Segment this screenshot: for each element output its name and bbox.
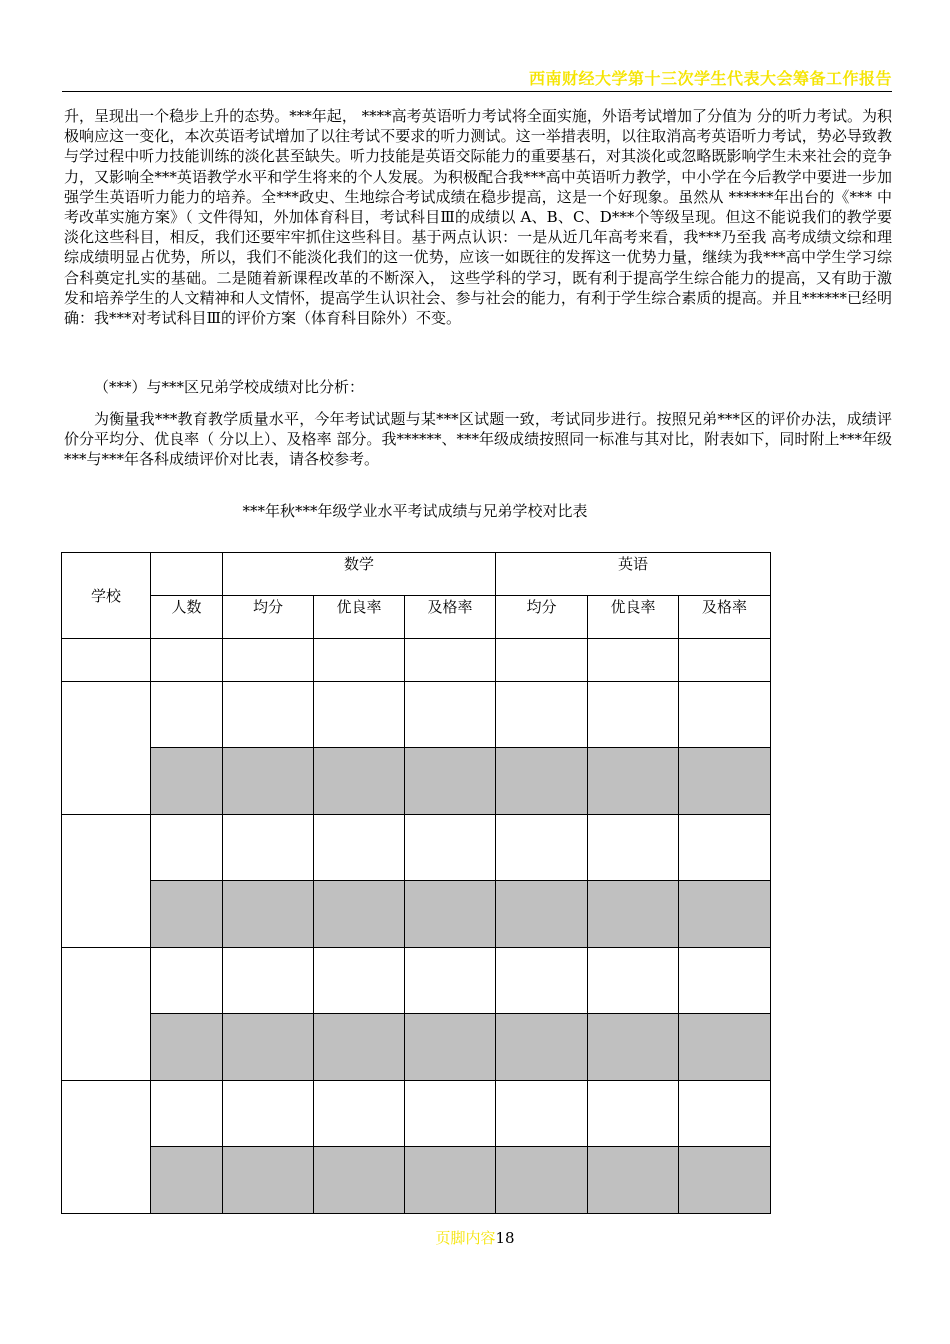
table-cell [405, 815, 496, 881]
table-cell [679, 815, 771, 881]
table-row-shaded [62, 1147, 771, 1214]
header-math-excellent: 优良率 [314, 596, 405, 639]
score-comparison-table [61, 552, 771, 1214]
header-rule [62, 91, 892, 92]
table-cell [151, 1014, 223, 1081]
table-cell [223, 815, 314, 881]
table-cell [588, 815, 679, 881]
header-english-pass: 及格率 [679, 596, 771, 639]
page-footer [0, 1227, 950, 1248]
table-cell [496, 748, 588, 815]
table-cell [151, 1081, 223, 1147]
table-row [62, 682, 771, 748]
table-cell [405, 682, 496, 748]
table-cell [588, 748, 679, 815]
table-cell [223, 682, 314, 748]
school-cell [62, 682, 151, 815]
table-cell [314, 682, 405, 748]
report-title: 西南财经大学第十三次学生代表大会筹备工作报告 [528, 69, 892, 88]
table-cell [679, 1014, 771, 1081]
table-cell [62, 639, 151, 682]
table-row [62, 948, 771, 1014]
table-cell [679, 748, 771, 815]
table-cell [496, 639, 588, 682]
table-cell [588, 881, 679, 948]
table-cell [679, 948, 771, 1014]
header-school: 学校 [62, 553, 151, 639]
table-cell [314, 815, 405, 881]
table-row-shaded [62, 881, 771, 948]
table-cell [588, 639, 679, 682]
table-cell [223, 948, 314, 1014]
header-math: 数学 [223, 553, 496, 596]
table-cell [405, 639, 496, 682]
header-math-avg: 均分 [223, 596, 314, 639]
table-cell [496, 1147, 588, 1214]
table-cell [151, 682, 223, 748]
table-row [62, 815, 771, 881]
body-paragraph-1: 升，呈现出一个稳步上升的态势。***年起， ****高考英语听力考试将全面实施，外语考试增加了分值为 分的听力考试。为积极响应这一变化，本次英语考试增加了以往考试不要求的听力测试。这一举措表明，以往取消高考英语听力考试，势必导致教与学过程中听力技能训练的淡化甚至缺失。听力技能是英语交际能力的重要基石，对其淡化或忽略既影响学生未来社会的竞争力，又影响全***英语教学水平和学生将来的个人发展。为积极配合我***高中英语听力教学，中小学在今后教学中要进一步加强学生英语听力能力的培养。全***政史、生地综合考试成绩在稳步提高，这是一个好现象。虽然从 ******年出台的《*** 中考改革实施方案》（ 文件得知，外加体育科目，考试科目Ⅲ的成绩以 A、B、C、D***个等级呈现。但这不能说我们的教学要淡化这些科目，相反，我们还要牢牢抓住这些科目。基于两点认识：一是从近几年高考来看，我***乃至我 高考成绩文综和理综成绩明显占优势，所以，我们不能淡化我们的这一优势，应该一如既往的发挥这一优势力量，继续为我***高中学生学习综合科奠定扎实的基础。二是随着新课程改革的不断深入， 这些学科的学习，既有利于提高学生综合能力的提高，又有助于激发和培养学生的人文精神和人文情怀，提高学生认识社会、参与社会的能力，有利于学生综合素质的提高。并且******已经明确：我***对考试科目Ⅲ的评价方案（体育科目除外）不变。 [64, 107, 892, 328]
table-cell [679, 639, 771, 682]
table-cell [314, 881, 405, 948]
table-header-row-2 [62, 596, 771, 639]
table-row [62, 639, 771, 682]
table-cell [405, 948, 496, 1014]
table-cell [151, 1147, 223, 1214]
table-cell [151, 639, 223, 682]
table-cell [405, 1081, 496, 1147]
table-cell [405, 881, 496, 948]
table-cell [223, 639, 314, 682]
table-cell [679, 881, 771, 948]
table-cell [223, 1147, 314, 1214]
table-caption: ***年秋***年级学业水平考试成绩与兄弟学校对比表 [242, 502, 588, 520]
table-cell [223, 881, 314, 948]
table-cell [496, 948, 588, 1014]
header-count: 人数 [151, 596, 223, 639]
body-paragraph-2: 为衡量我***教育教学质量水平，今年考试试题与某***区试题一致，考试同步进行。按照兄弟***区的评价办法，成绩评价分平均分、优良率（ 分以上）、及格率 部分。我******、***年级成绩按照同一标准与其对比，附表如下，同时附上***年级***与***年各科成绩评价对比表，请各校参考。 [64, 410, 892, 469]
table-cell [151, 748, 223, 815]
table-cell [314, 1014, 405, 1081]
school-cell [62, 948, 151, 1081]
header-english-avg: 均分 [496, 596, 588, 639]
table-cell [223, 1014, 314, 1081]
school-cell [62, 815, 151, 948]
table-row [62, 1081, 771, 1147]
table-cell [223, 1081, 314, 1147]
table-cell [314, 1147, 405, 1214]
table-row-shaded [62, 1014, 771, 1081]
table-header-row-1 [62, 553, 771, 596]
table-cell [405, 1014, 496, 1081]
school-cell [62, 1081, 151, 1214]
table-cell [588, 948, 679, 1014]
page-number: 18 [495, 1229, 515, 1247]
header-math-pass: 及格率 [405, 596, 496, 639]
table-cell [151, 815, 223, 881]
header-english-excellent: 优良率 [588, 596, 679, 639]
table-cell [588, 682, 679, 748]
footer-label: 页脚内容 [435, 1229, 496, 1247]
table-cell [314, 1081, 405, 1147]
table-cell [405, 1147, 496, 1214]
table-cell [679, 1147, 771, 1214]
table-cell [496, 682, 588, 748]
section-heading: （***）与***区兄弟学校成绩对比分析： [94, 378, 365, 396]
table-cell [588, 1147, 679, 1214]
table-cell [588, 1014, 679, 1081]
table-cell [496, 881, 588, 948]
table-cell [151, 948, 223, 1014]
table-cell [314, 948, 405, 1014]
table-cell [588, 1081, 679, 1147]
table-cell [223, 748, 314, 815]
table-cell [679, 682, 771, 748]
table-cell [679, 1081, 771, 1147]
table-cell [405, 748, 496, 815]
table-cell [314, 748, 405, 815]
table-cell [151, 881, 223, 948]
header-english: 英语 [496, 553, 771, 596]
table-cell [496, 1081, 588, 1147]
table-row-shaded [62, 748, 771, 815]
header-blank [151, 553, 223, 596]
table-cell [496, 815, 588, 881]
table-cell [314, 639, 405, 682]
table-cell [496, 1014, 588, 1081]
